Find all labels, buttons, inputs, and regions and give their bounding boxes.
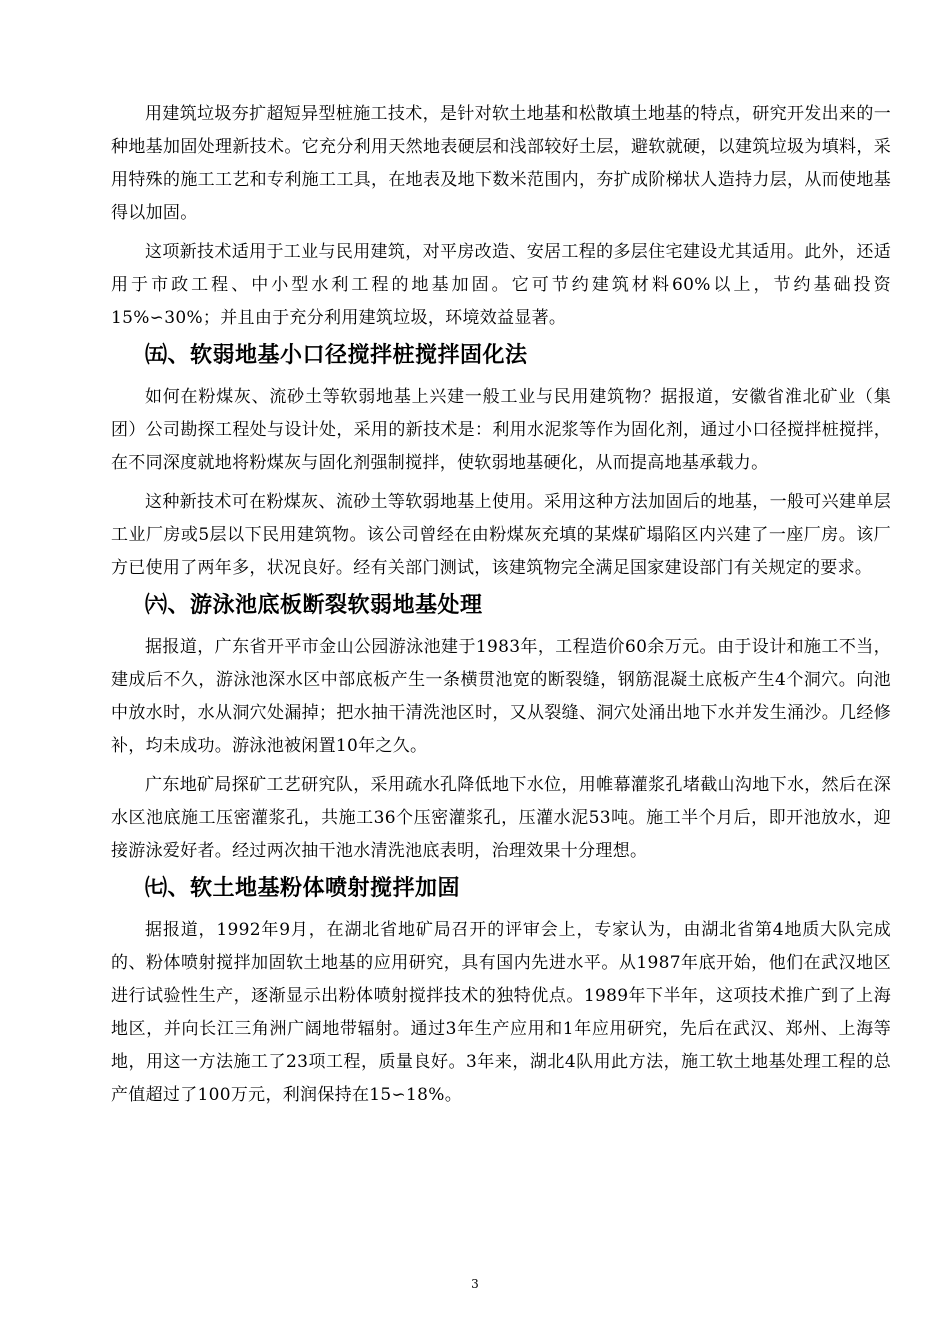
paragraph-5: 据报道，广东省开平市金山公园游泳池建于1983年，工程造价60余万元。由于设计和施工不当，建成后不久，游泳池深水区中部底板产生一条横贯池宽的断裂缝，钢筋混凝土底板产生4个洞穴。向池中放水时，水从洞穴处漏掉；把水抽干清洗池区时，又从裂缝、洞穴处涌出地下水并发生涌沙。几经修补，均未成功。游泳池被闲置10年之久。 (111, 637, 891, 756)
page-number: 3 (471, 1277, 479, 1291)
paragraph-2: 这项新技术适用于工业与民用建筑，对平房改造、安居工程的多层住宅建设尤其适用。此外，还适用于市政工程、中小型水利工程的地基加固。它可节约建筑材料60%以上，节约基础投资15%∽30%；并且由于充分利用建筑垃圾，环境效益显著。 (111, 242, 891, 328)
section-heading-5: ㈤、软弱地基小口径搅拌桩搅拌固化法 (145, 343, 528, 368)
paragraph-3: 如何在粉煤灰、流砂土等软弱地基上兴建一般工业与民用建筑物？据报道，安徽省淮北矿业（集团）公司勘探工程处与设计处，采用的新技术是：利用水泥浆等作为固化剂，通过小口径搅拌桩搅拌，在不同深度就地将粉煤灰与固化剂强制搅拌，使软弱地基硬化，从而提高地基承载力。 (111, 387, 891, 473)
paragraph-4: 这种新技术可在粉煤灰、流砂土等软弱地基上使用。采用这种方法加固后的地基，一般可兴建单层工业厂房或5层以下民用建筑物。该公司曾经在由粉煤灰充填的某煤矿塌陷区内兴建了一座厂房。该厂方已使用了两年多，状况良好。经有关部门测试，该建筑物完全满足国家建设部门有关规定的要求。 (111, 492, 891, 578)
section-heading-7: ㈦、软土地基粉体喷射搅拌加固 (145, 876, 461, 901)
section-heading-6: ㈥、游泳池底板断裂软弱地基处理 (145, 593, 483, 618)
paragraph-1: 用建筑垃圾夯扩超短异型桩施工技术，是针对软土地基和松散填土地基的特点，研究开发出来的一种地基加固处理新技术。它充分利用天然地表硬层和浅部较好土层，避软就硬，以建筑垃圾为填料，采用特殊的施工工艺和专利施工工具，在地表及地下数米范围内，夯扩成阶梯状人造持力层，从而使地基得以加固。 (111, 104, 891, 223)
document-body (111, 98, 891, 1118)
paragraph-7: 据报道，1992年9月，在湖北省地矿局召开的评审会上，专家认为，由湖北省第4地质大队完成的、粉体喷射搅拌加固软土地基的应用研究，具有国内先进水平。从1987年底开始，他们在武汉地区进行试验性生产，逐渐显示出粉体喷射搅拌技术的独特优点。1989年下半年，这项技术推广到了上海地区，并向长江三角洲广阔地带辐射。通过3年生产应用和1年应用研究，先后在武汉、郑州、上海等地，用这一方法施工了23项工程，质量良好。3年来，湖北4队用此方法，施工软土地基处理工程的总产值超过了100万元，利润保持在15∽18%。 (111, 920, 891, 1105)
paragraph-6: 广东地矿局探矿工艺研究队，采用疏水孔降低地下水位，用帷幕灌浆孔堵截山沟地下水，然后在深水区池底施工压密灌浆孔，共施工36个压密灌浆孔，压灌水泥53吨。施工半个月后，即开池放水，迎接游泳爱好者。经过两次抽干池水清洗池底表明，治理效果十分理想。 (111, 775, 891, 861)
